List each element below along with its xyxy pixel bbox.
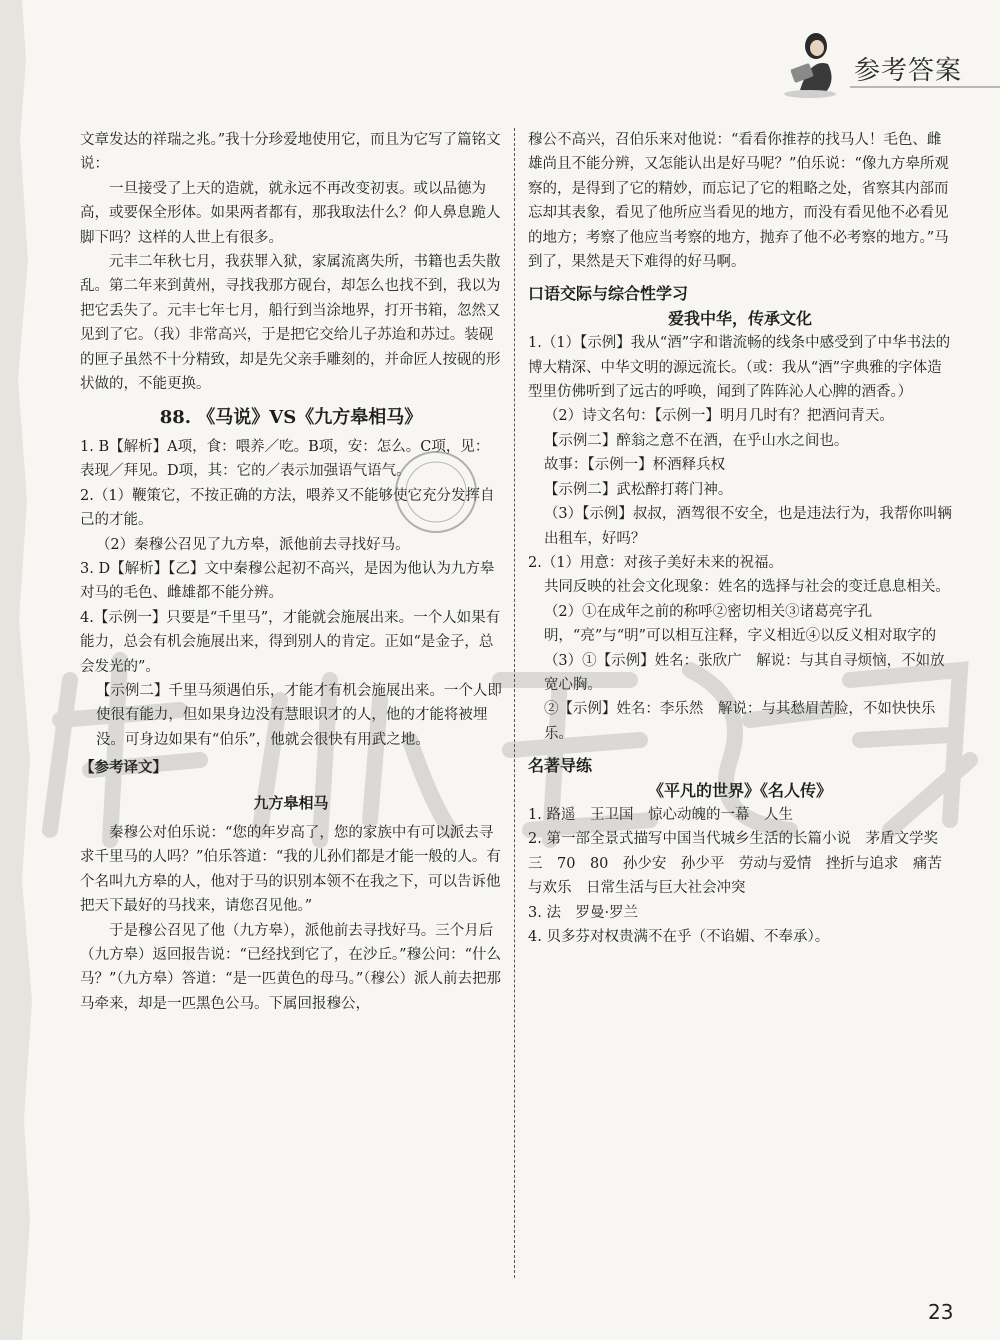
page-number: 23 (928, 1300, 954, 1324)
answer-item: 1. 路遥 王卫国 惊心动魄的一幕 人生 (528, 806, 793, 823)
reference-translation-tag: 【参考译文】 (80, 760, 167, 777)
paragraph: 于是穆公召见了他（九方皋），派他前去寻找好马。三个月后（九方皋）返回报告说：“已经找到它了，在沙丘。”穆公问：“什么马？”（九方皋）答道：“是一匹黄色的母马。”（穆公）派人前去把那马牵来，却是一匹黑色公马。下属回报穆公， (80, 922, 501, 1012)
answer-item: （2）诗文名句：【示例一】明月几时有？把酒问青天。 (543, 408, 894, 425)
answer-item: 2.（1）鞭策它，不按正确的方法，喂养又不能够使它充分发挥自己的才能。 (80, 487, 495, 529)
answer-item: 3. 法 罗曼·罗兰 (528, 904, 639, 921)
answer-item: （3）【示例】叔叔，酒驾很不安全，也是违法行为，我帮你叫辆出租车，好吗？ (543, 506, 952, 547)
torn-paper-edge (0, 0, 40, 1340)
answer-item: 4.【示例一】只要是“千里马”，才能就会施展出来。一个人如果有能力，总会有机会施展出来，得到别人的肯定。正如“是金子，总会发光的”。 (80, 609, 501, 675)
translation-title: 九方皋相马 (253, 793, 329, 812)
answer-item: 2.（1）用意：对孩子美好未来的祝福。 (528, 554, 784, 571)
paragraph: 文章发达的祥瑞之兆。”我十分珍爱地使用它，而且为它写了篇铭文说： (80, 132, 501, 173)
answer-item: 故事：【示例一】杯酒释兵权 (543, 457, 726, 474)
answer-item: 【示例二】醉翁之意不在酒，在乎山水之间也。 (543, 432, 849, 449)
paragraph: 元丰二年秋七月，我获罪入狱，家属流离失所，书籍也丢失散乱。第二年来到黄州，寻找我那方砚台，却怎么也找不到，我以为把它丢失了。元丰七年七月，船行到当涂地界，打开书箱，忽然又见到了它。（我）非常高兴，于是把它交给儿子苏迨和苏过。装砚的匣子虽然不十分精致，却是先父亲手雕刻的，并命匠人按砚的形状做的，不能更换。 (80, 254, 501, 393)
answer-item: 4. 贝多芬对权贵满不在乎（不谄媚、不奉承）。 (528, 929, 830, 945)
right-column (528, 128, 952, 949)
answer-item: 共同反映的社会文化现象：姓名的选择与社会的变迁息息相关。 (543, 579, 950, 596)
page-header (770, 20, 1000, 100)
paragraph: 秦穆公对伯乐说：“您的年岁高了，您的家族中有可以派去寻求千里马的人吗？”伯乐答道：“我的儿孙们都是才能一般的人。有个名叫九方皋的人，他对于马的识别本领不在我之下，可以告诉他把天下最好的马找来，请您召见他。” (80, 824, 501, 915)
answer-item: （2）秦穆公召见了九方皋，派他前去寻找好马。 (95, 536, 410, 553)
section-title: 爱我中华，传承文化 (667, 308, 812, 328)
paragraph: 一旦接受了上天的造就，就永远不再改变初衷。或以品德为高，或要保全形体。如果两者都有，那我取法什么？仰人鼻息跪人脚下吗？这样的人世上有很多。 (80, 180, 501, 246)
answer-item: 1. B【解析】A项，食：喂养／吃。B项，安：怎么。C项，见：表现／拜见。D项，其：它的／表示加强语气语气。 (80, 438, 490, 480)
answer-item: 【示例二】武松醉打蒋门神。 (543, 481, 733, 498)
answer-item: ②【示例】姓名：李乐然 解说：与其愁眉苦脸，不如快快乐乐。 (543, 701, 936, 742)
header-title: 参考答案 (854, 56, 963, 86)
answer-item: （3）①【示例】姓名：张欣广 解说：与其自寻烦恼，不如放宽心胸。 (543, 652, 945, 693)
answer-item: 1.（1）【示例】我从“酒”字和谐流畅的线条中感受到了中华书法的博大精深、中华文明的源远流长。（或：我从“酒”字典雅的字体造型里仿佛听到了远古的呼唤，闻到了阵阵沁人心脾的酒香。） (528, 335, 951, 401)
paragraph: 穆公不高兴，召伯乐来对他说：“看看你推荐的找马人！毛色、雌雄尚且不能分辨，又怎能认出是好马呢？”伯乐说：“像九方皋所观察的，是得到了它的精妙，而忘记了它的粗略之处，省察其内部而忘却其表象，看见了他所应当看见的地方，而没有看见他不必看见的地方；考察了他应当考察的地方，抛弃了他不必考察的地方。”马到了，果然是天下难得的好马啊。 (528, 132, 949, 271)
left-column (80, 128, 502, 1016)
reading-girl-icon (770, 20, 850, 100)
section-heading: 口语交际与综合性学习 (528, 284, 689, 304)
answer-item: （2）①在成年之前的称呼②密切相关③诸葛亮字孔明，“亮”与“明”可以相互注释，字义相近④以反义相对取字的 (543, 603, 937, 645)
answer-item: 3. D【解析】【乙】文中秦穆公起初不高兴，是因为他认为九方皋对马的毛色、雌雄都不能分辨。 (80, 560, 495, 602)
column-divider (514, 128, 515, 1278)
section-title: 《平凡的世界》《名人传》 (647, 780, 832, 800)
section-heading: 名著导练 (528, 756, 593, 776)
answer-item: 【示例二】千里马须遇伯乐，才能才有机会施展出来。一个人即使很有能力，但如果身边没有慧眼识才的人，他的才能将被埋没。可身边如果有“伯乐”，他就会很快有用武之地。 (95, 682, 502, 748)
section-title: 88. 《马说》VS《九方皋相马》 (159, 407, 423, 429)
answer-item: 2. 第一部全景式描写中国当代城乡生活的长篇小说 茅盾文学奖 三 70 80 孙少安 孙少平 劳动与爱情 挫折与追求 痛苦与欢乐 日常生活与巨大社会冲突 (528, 831, 953, 897)
header-rule (850, 86, 1000, 88)
